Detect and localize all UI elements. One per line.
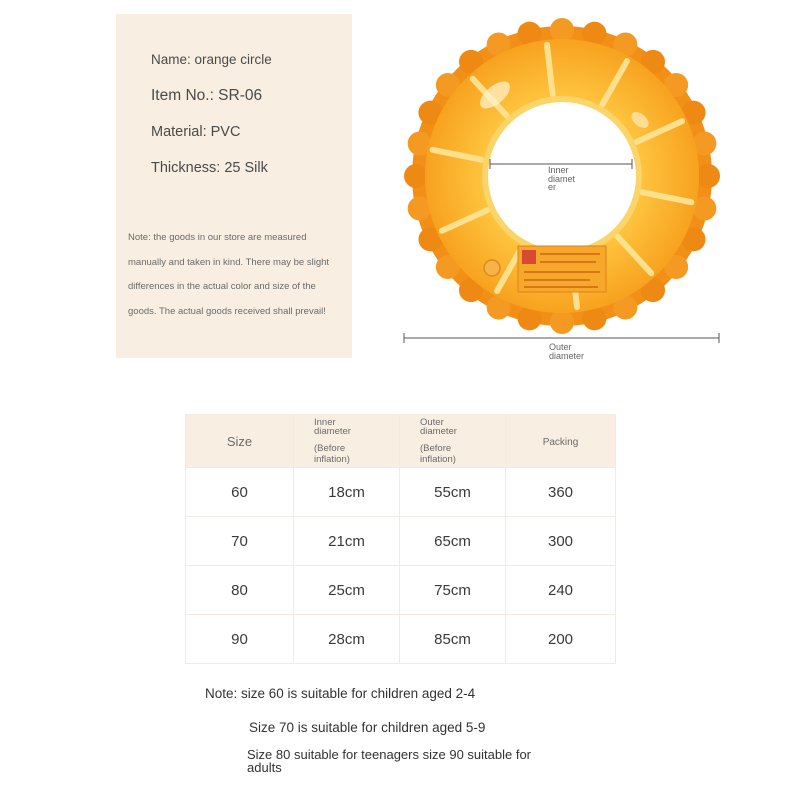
header-outer-title: Outer diameter bbox=[420, 416, 457, 437]
cell-packing: 200 bbox=[506, 615, 616, 664]
table-row bbox=[186, 566, 616, 615]
header-inner-title: Inner diameter bbox=[314, 416, 351, 437]
cell-size: 80 bbox=[186, 566, 294, 615]
cell-size: 60 bbox=[186, 468, 294, 517]
outer-diameter-label: Outer diameter bbox=[549, 342, 585, 361]
peel-scallop bbox=[404, 164, 428, 188]
cell-size: 90 bbox=[186, 615, 294, 664]
peel-scallop bbox=[550, 18, 574, 42]
peel-scallop bbox=[696, 164, 720, 188]
header-outer-sub: (Before inflation) bbox=[420, 442, 456, 465]
spec-material: Material: PVC bbox=[151, 124, 241, 140]
header-size: Size bbox=[186, 415, 294, 468]
cell-inner: 28cm bbox=[294, 615, 400, 664]
swim-ring-diagram bbox=[400, 10, 730, 370]
inner-diameter-label: Inner diamet er bbox=[548, 165, 576, 192]
footnote-size-70: Size 70 is suitable for children aged 5-9 bbox=[249, 720, 486, 735]
cell-inner: 21cm bbox=[294, 517, 400, 566]
header-inner-diameter bbox=[294, 415, 400, 468]
cell-packing: 300 bbox=[506, 517, 616, 566]
cell-outer: 75cm bbox=[400, 566, 506, 615]
table-row bbox=[186, 517, 616, 566]
cell-size: 70 bbox=[186, 517, 294, 566]
size-table bbox=[185, 414, 616, 664]
footnote-size-80-90: Size 80 suitable for teenagers size 90 suitable for adults bbox=[247, 747, 532, 775]
size-table-header bbox=[186, 415, 616, 468]
footnote-size-60: Note: size 60 is suitable for children aged 2-4 bbox=[205, 686, 476, 701]
cell-outer: 85cm bbox=[400, 615, 506, 664]
header-packing: Packing bbox=[506, 415, 616, 468]
cell-packing: 360 bbox=[506, 468, 616, 517]
header-inner-sub: (Before inflation) bbox=[314, 442, 350, 465]
cell-inner: 18cm bbox=[294, 468, 400, 517]
cell-inner: 25cm bbox=[294, 566, 400, 615]
cell-packing: 240 bbox=[506, 566, 616, 615]
header-outer-diameter bbox=[400, 415, 506, 468]
spec-item-number: Item No.: SR-06 bbox=[151, 87, 263, 104]
table-row bbox=[186, 468, 616, 517]
spec-name: Name: orange circle bbox=[151, 52, 272, 67]
cell-outer: 65cm bbox=[400, 517, 506, 566]
peel-scallop bbox=[550, 310, 574, 334]
table-row bbox=[186, 615, 616, 664]
store-note: Note: the goods in our store are measured manually and taken in kind. There may be slight differences in the actual color and size of the goods. The actual goods received shall prevail! bbox=[128, 232, 330, 317]
spec-thickness: Thickness: 25 Silk bbox=[151, 160, 268, 176]
product-info-card bbox=[116, 14, 352, 358]
cell-outer: 55cm bbox=[400, 468, 506, 517]
ring-valve bbox=[484, 260, 500, 276]
